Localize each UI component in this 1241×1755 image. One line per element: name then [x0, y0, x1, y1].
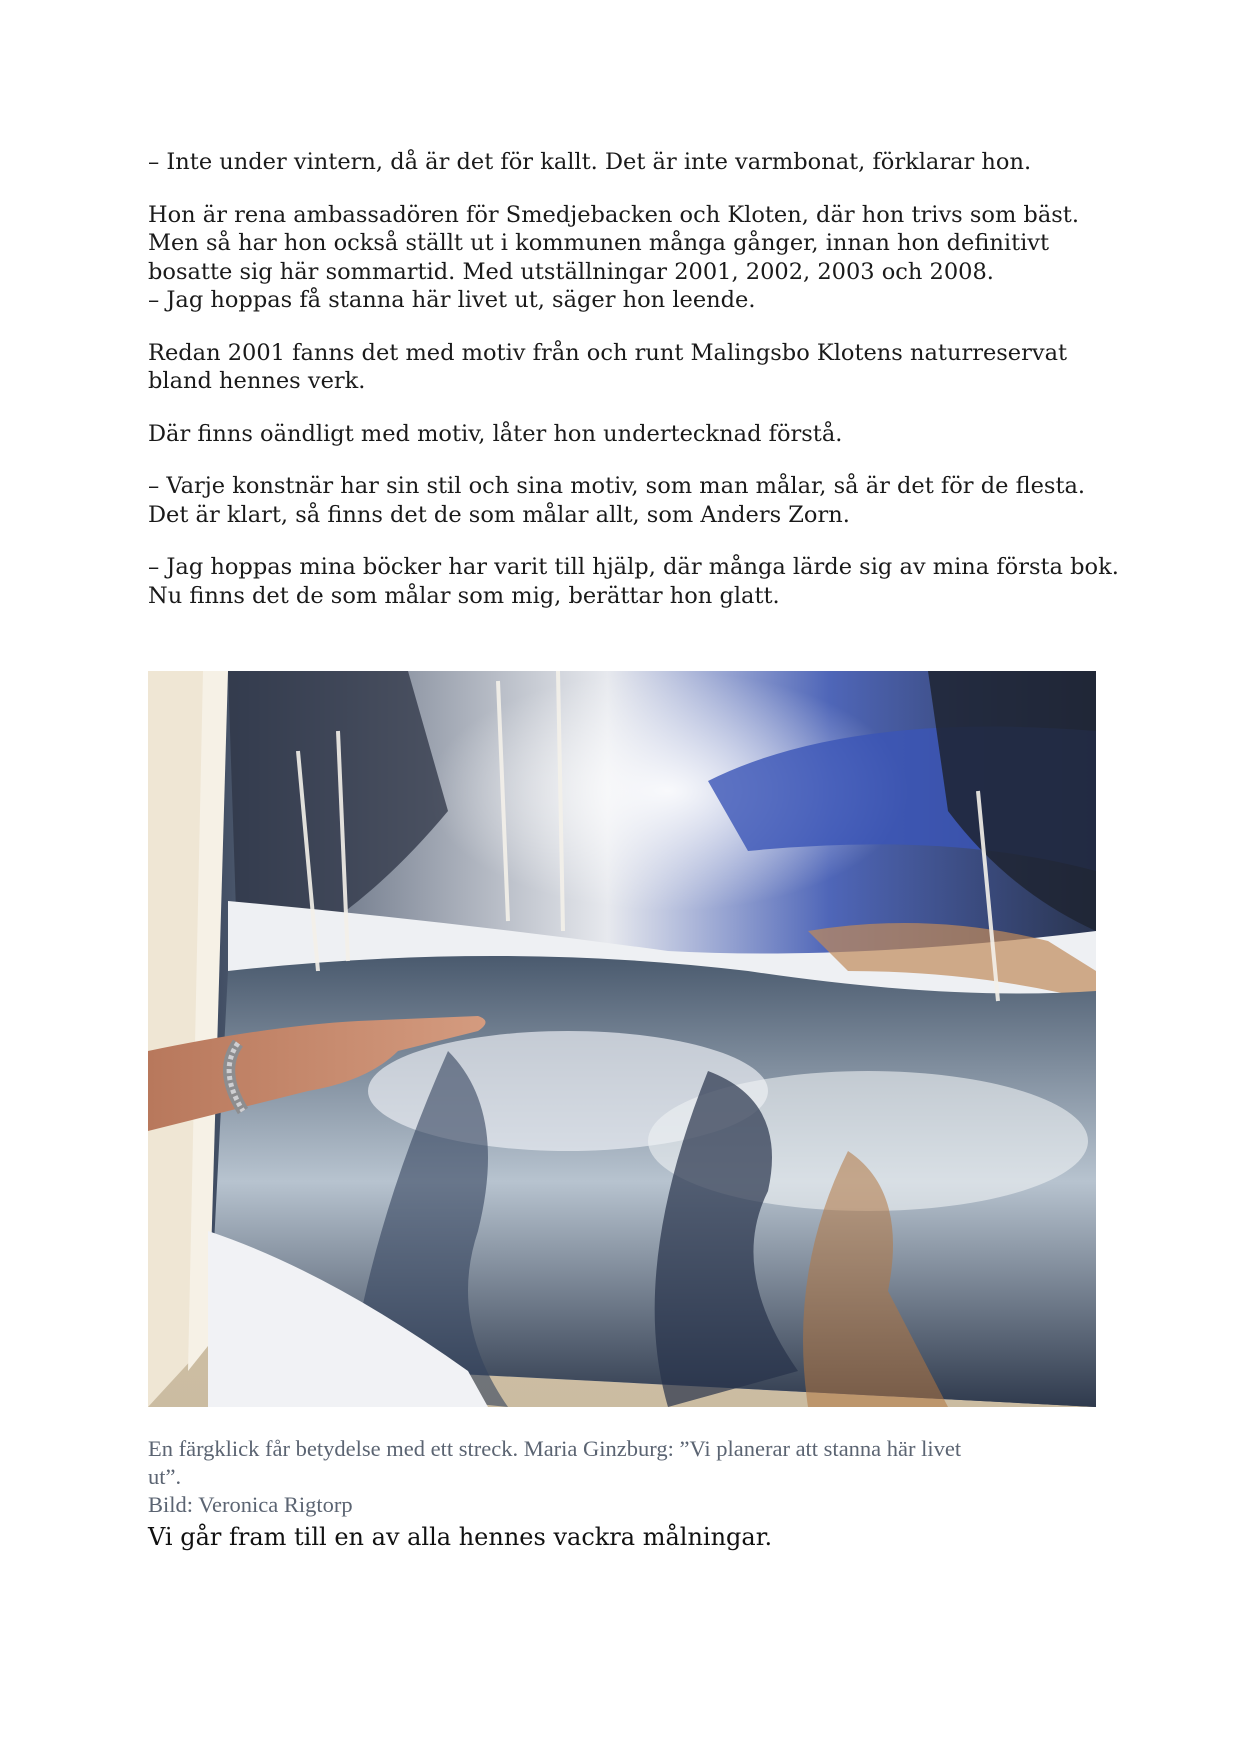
text-line: Hon är rena ambassadören för Smedjebacken och Kloten, där hon trivs som bäst. [148, 201, 1079, 228]
caption-text: En färgklick får betydelse med ett streck. Maria Ginzburg: ”Vi planerar att stanna här livet [148, 1436, 962, 1461]
text-line: Det är klart, så finns det de som målar allt, som Anders Zorn. [148, 501, 850, 528]
text-line: Men så har hon också ställt ut i kommunen många gånger, innan hon definitivt [148, 230, 1050, 256]
photo-caption [148, 1435, 1096, 1519]
paragraph-2 [148, 201, 1096, 315]
text-line: Nu finns det de som målar som mig, berättar hon glatt. [148, 582, 780, 609]
paragraph-3 [148, 339, 1096, 396]
caption-text-continued: ut”. [148, 1464, 182, 1489]
paragraph-4 [148, 420, 1096, 449]
text-line: Redan 2001 fanns det med motiv från och runt Malingsbo Klotens naturreservat [148, 339, 1068, 366]
text-line: – Varje konstnär har sin stil och sina motiv, som man målar, så är det för de flesta. [148, 473, 1086, 499]
text-line: – Inte under vintern, då är det för kallt. Det är inte varmbonat, förklarar hon. [148, 149, 1032, 175]
paragraph-1 [148, 148, 1096, 177]
text-line: Där finns oändligt med motiv, låter hon undertecknad förstå. [148, 420, 843, 447]
closing-paragraph: Vi går fram till en av alla hennes vackra målningar. [148, 1523, 773, 1551]
text-line: – Jag hoppas mina böcker har varit till hjälp, där många lärde sig av mina första bok. [148, 554, 1119, 580]
paragraph-5 [148, 472, 1096, 529]
text-line: bosatte sig här sommartid. Med utställningar 2001, 2002, 2003 och 2008. [148, 258, 994, 285]
paragraph-6 [148, 553, 1119, 610]
text-line: – Jag hoppas få stanna här livet ut, säger hon leende. [148, 287, 756, 313]
photo-credit: Bild: Veronica Rigtorp [148, 1492, 353, 1517]
watercolor-photo [148, 671, 1096, 1407]
text-line: bland hennes verk. [148, 368, 366, 394]
article-body [148, 148, 1119, 634]
